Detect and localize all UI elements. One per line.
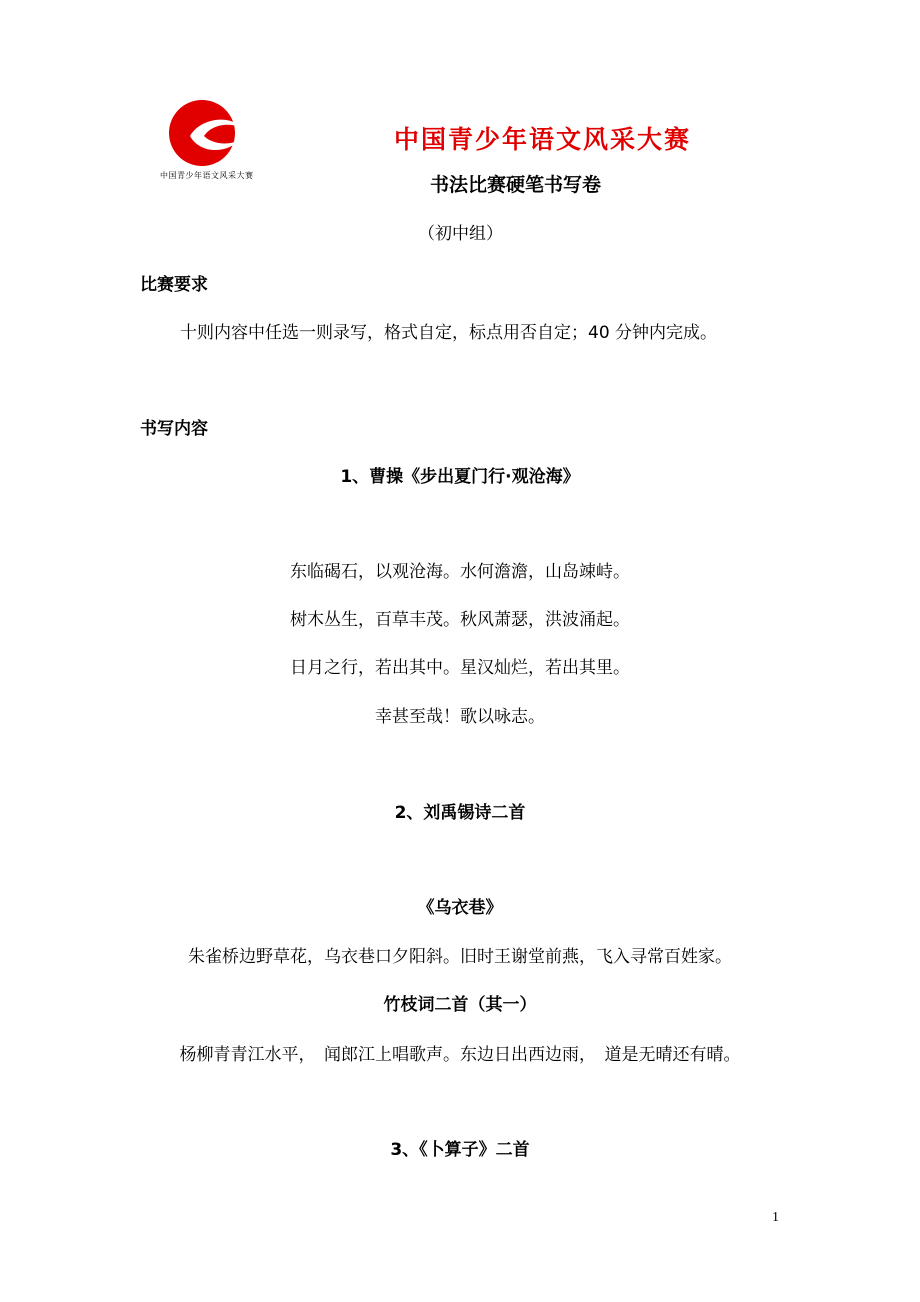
- section1-line: 树木丛生，百草丰茂。秋风萧瑟，洪波涌起。: [290, 610, 630, 630]
- section1-line: 幸甚至哉！歌以咏志。: [375, 707, 545, 727]
- poem1-title: 《乌衣巷》: [417, 898, 503, 918]
- brand-title: 中国青少年语文风采大赛: [394, 125, 692, 154]
- page-number: 1: [772, 1210, 779, 1225]
- section3-title: 3、《卜算子》二首: [390, 1140, 530, 1160]
- section2-title: 2、刘禹锡诗二首: [394, 803, 526, 823]
- logo-caption: 中国青少年语文风采大赛: [160, 171, 254, 180]
- section1-title: 1、曹操《步出夏门行·观沧海》: [340, 467, 580, 487]
- poem1-text: 朱雀桥边野草花，乌衣巷口夕阳斜。旧时王谢堂前燕，飞入寻常百姓家。: [188, 947, 732, 967]
- section1-line: 日月之行，若出其中。星汉灿烂，若出其里。: [290, 658, 630, 678]
- requirements-heading: 比赛要求: [140, 275, 208, 295]
- section1-line: 东临碣石，以观沧海。水何澹澹，山岛竦峙。: [290, 562, 630, 582]
- content-heading: 书写内容: [140, 419, 208, 439]
- poem2-text: 杨柳青青江水平， 闻郎江上唱歌声。东边日出西边雨， 道是无晴还有晴。: [179, 1045, 741, 1065]
- poem2-title: 竹枝词二首（其一）: [383, 995, 537, 1015]
- requirements-text: 十则内容中任选一则录写，格式自定，标点用否自定；40 分钟内完成。: [180, 323, 718, 343]
- exam-subtitle: 书法比赛硬笔书写卷: [430, 174, 602, 196]
- logo-emblem-icon: [160, 96, 270, 171]
- group-label: （初中组）: [418, 224, 503, 244]
